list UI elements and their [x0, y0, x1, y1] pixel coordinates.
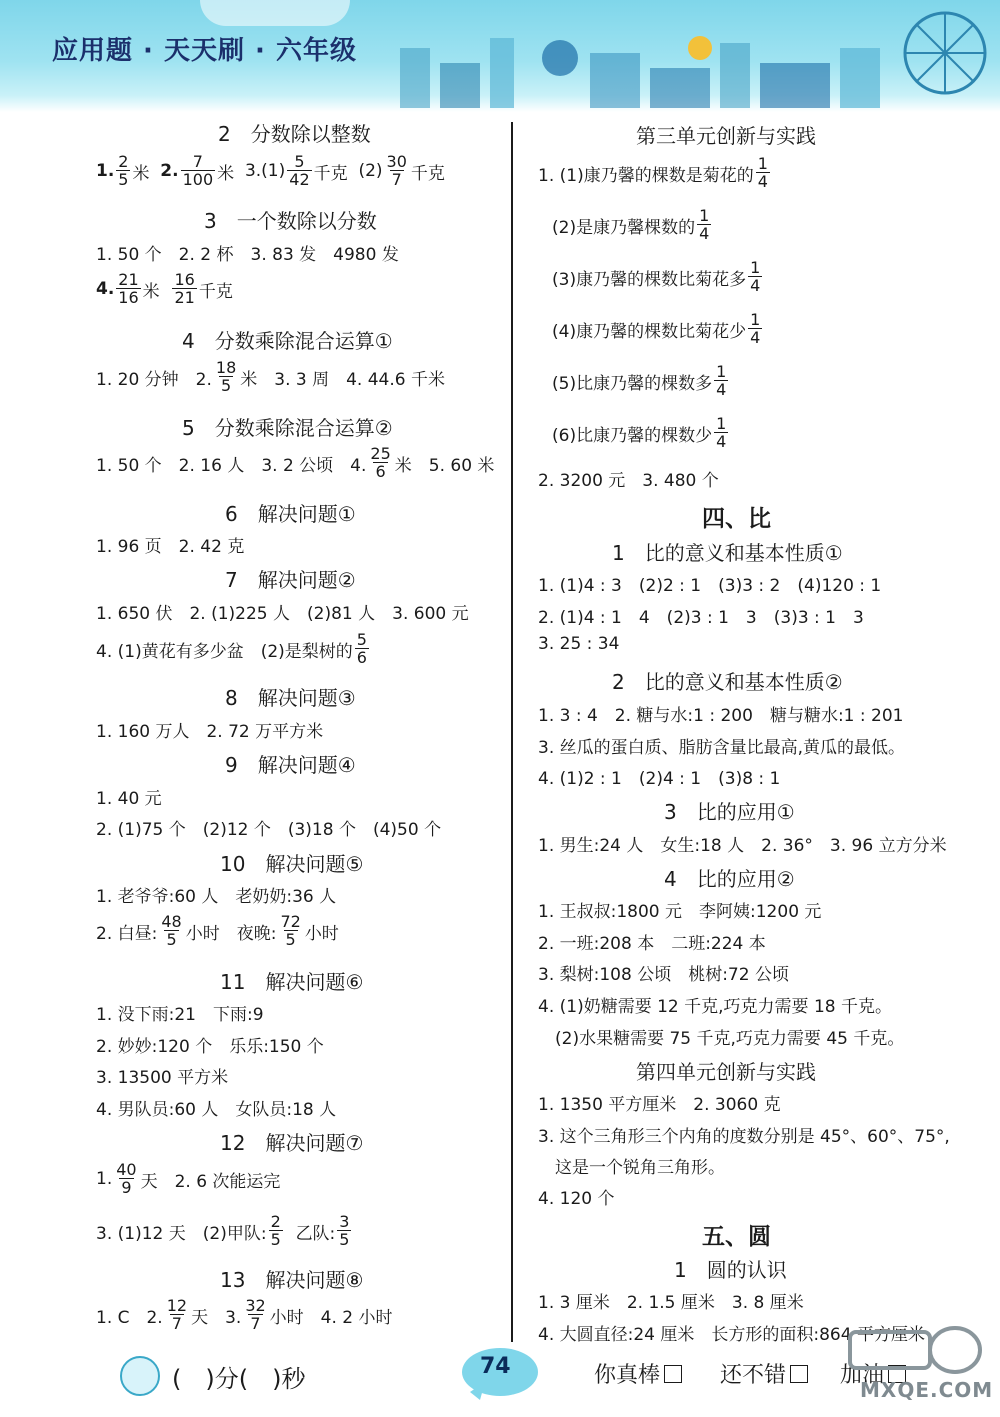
answer-line: 1. 3 : 4 2. 糖与水:1 : 200 糖与糖水:1 : 201: [538, 706, 904, 726]
answer-line: 3. 这个三角形三个内角的度数分别是 45°、60°、75°,: [538, 1127, 950, 1147]
answer-line: (2)水果糖需要 75 千克,巧克力需要 45 千克。: [555, 1029, 905, 1049]
answer-line: 3. 13500 平方米: [96, 1068, 229, 1088]
answer-line: 1. (1)康乃馨的棵数是菊花的 $\frac{1}{4}$: [538, 154, 768, 191]
answer-line: 2. 白昼: $\frac{48}{5}$ 小时 夜晚: $\frac{72}{5}$ 小时: [96, 912, 339, 949]
chapter-title: 五、圆: [702, 1224, 771, 1250]
answer-line: 4. 120 个: [538, 1189, 615, 1209]
answer-line: 4. 男队员:60 人 女队员:18 人: [96, 1100, 337, 1120]
section-title: 5 分数乘除混合运算②: [182, 416, 393, 440]
answer-line: 2. (1)4 : 1 4 (2)3 : 1 3 (3)3 : 1 3: [538, 608, 864, 628]
column-divider: [511, 122, 513, 1342]
page-header: [0, 0, 1000, 112]
page-number: 74: [480, 1354, 511, 1379]
section-title: 3 一个数除以分数: [204, 209, 377, 233]
section-title: 1 比的意义和基本性质①: [612, 541, 843, 565]
answer-line: (2)是康乃馨棵数的 $\frac{1}{4}$: [552, 206, 710, 243]
answer-line: 这是一个锐角三角形。: [555, 1158, 725, 1178]
answer-line: 1. 老爷爷:60 人 老奶奶:36 人: [96, 887, 337, 907]
answer-line: 3. 丝瓜的蛋白质、脂肪含量比最高,黄瓜的最低。: [538, 738, 906, 758]
unit-title: 第四单元创新与实践: [636, 1060, 816, 1084]
unit-title: 第三单元创新与实践: [636, 124, 816, 148]
answer-line: 1. (1)4 : 3 (2)2 : 1 (3)3 : 2 (4)120 : 1: [538, 576, 882, 596]
answer-line: 2. 3200 元 3. 480 个: [538, 471, 719, 491]
answer-line: 1. $\frac{40}{9}$ 天 2. 6 次能运完: [96, 1160, 281, 1197]
section-title: 7 解决问题②: [225, 568, 356, 592]
page-number-badge: [450, 1342, 550, 1402]
praise-checkbox-3[interactable]: 加油: [840, 1358, 906, 1389]
answer-line: 1. 50 个 2. 2 杯 3. 83 发 4980 发: [96, 245, 399, 265]
section-title: 8 解决问题③: [225, 686, 356, 710]
answer-line: 1. 50 个 2. 16 人 3. 2 公顷 4. $\frac{25}{6}$ 米 5. 60 米: [96, 444, 495, 481]
answer-line: 4. 大圆直径:24 厘米 长方形的面积:864 平方厘米: [538, 1325, 925, 1345]
book-title: 应用题 · 天天刷 · 六年级: [52, 36, 357, 66]
section-title: 9 解决问题④: [225, 753, 356, 777]
answer-line: 2. (1)75 个 (2)12 个 (3)18 个 (4)50 个: [96, 820, 442, 840]
answer-line: 4. (1)2 : 1 (2)4 : 1 (3)8 : 1: [538, 769, 781, 789]
section-title: 2 分数除以整数: [218, 122, 371, 146]
section-title: 10 解决问题⑤: [220, 852, 364, 876]
answer-line: (6)比康乃馨的棵数少 $\frac{1}{4}$: [552, 414, 727, 451]
section-title: 2 比的意义和基本性质②: [612, 670, 843, 694]
answer-line: 1. 3 厘米 2. 1.5 厘米 3. 8 厘米: [538, 1293, 804, 1313]
praise-checkbox-1[interactable]: 你真棒: [594, 1358, 682, 1389]
answer-line: 4. $\frac{21}{16}$ 米 $\frac{16}{21}$ 千克: [96, 270, 233, 307]
answer-line: 1. 650 伏 2. (1)225 人 (2)81 人 3. 600 元: [96, 604, 469, 624]
cloud-decoration: [200, 0, 350, 26]
timer-field: ( )分( )秒: [120, 1356, 305, 1396]
answer-line: 1. 王叔叔:1800 元 李阿姨:1200 元: [538, 902, 822, 922]
answer-line: 3. 梨树:108 公顷 桃树:72 公顷: [538, 965, 789, 985]
section-title: 1 圆的认识: [674, 1258, 787, 1282]
praise-checkbox-2[interactable]: 还不错: [720, 1358, 808, 1389]
section-title: 12 解决问题⑦: [220, 1131, 364, 1155]
answer-line: 1. 160 万人 2. 72 万平方米: [96, 722, 324, 742]
answer-line: 3. 25 : 34: [538, 634, 620, 654]
answer-line: 1. C 2. $\frac{12}{7}$ 天 3. $\frac{32}{7}$ 小时 4. 2 小时: [96, 1296, 393, 1333]
answer-line: 1. 20 分钟 2. $\frac{18}{5}$ 米 3. 3 周 4. 44.6 千米: [96, 358, 445, 395]
chapter-title: 四、比: [702, 506, 771, 532]
section-title: 3 比的应用①: [664, 800, 795, 824]
answer-line: 1. 男生:24 人 女生:18 人 2. 36° 3. 96 立方分米: [538, 836, 947, 856]
section-title: 4 比的应用②: [664, 867, 795, 891]
cityscape-illustration: [380, 8, 1000, 108]
section-title: 6 解决问题①: [225, 502, 356, 526]
watermark-logo-icon: [840, 1320, 990, 1380]
answer-line: (3)康乃馨的棵数比菊花多 $\frac{1}{4}$: [552, 258, 761, 295]
answer-line: 4. (1)黄花有多少盆 (2)是梨树的 $\frac{5}{6}$: [96, 630, 367, 667]
section-title: 4 分数乘除混合运算①: [182, 329, 393, 353]
answer-line: 1. 40 元: [96, 789, 162, 809]
answer-line: (5)比康乃馨的棵数多 $\frac{1}{4}$: [552, 362, 727, 399]
answer-line: 4. (1)奶糖需要 12 千克,巧克力需要 18 千克。: [538, 997, 892, 1017]
answer-line: 1. $\frac{2}{5}$ 米 2. $\frac{7}{100}$ 米 3.(1) $\frac{5}{42}$ 千克 (2) $\frac{30}{7}$ 千克: [96, 152, 445, 189]
answer-line: 1. 1350 平方厘米 2. 3060 克: [538, 1095, 781, 1115]
checkbox-icon[interactable]: [664, 1365, 682, 1383]
answer-line: 2. 妙妙:120 个 乐乐:150 个: [96, 1037, 324, 1057]
answer-line: 2. 一班:208 本 二班:224 本: [538, 934, 766, 954]
checkbox-icon[interactable]: [790, 1365, 808, 1383]
answer-line: 3. (1)12 天 (2)甲队: $\frac{2}{5}$ 乙队: $\frac{3}{5}$: [96, 1212, 350, 1249]
answer-line: 1. 96 页 2. 42 克: [96, 537, 245, 557]
clock-icon: [120, 1356, 160, 1396]
watermark: MXQE.COM: [840, 1320, 990, 1410]
answer-line: 1. 没下雨:21 下雨:9: [96, 1005, 264, 1025]
answer-line: (4)康乃馨的棵数比菊花少 $\frac{1}{4}$: [552, 310, 761, 347]
section-title: 11 解决问题⑥: [220, 970, 364, 994]
section-title: 13 解决问题⑧: [220, 1268, 364, 1292]
